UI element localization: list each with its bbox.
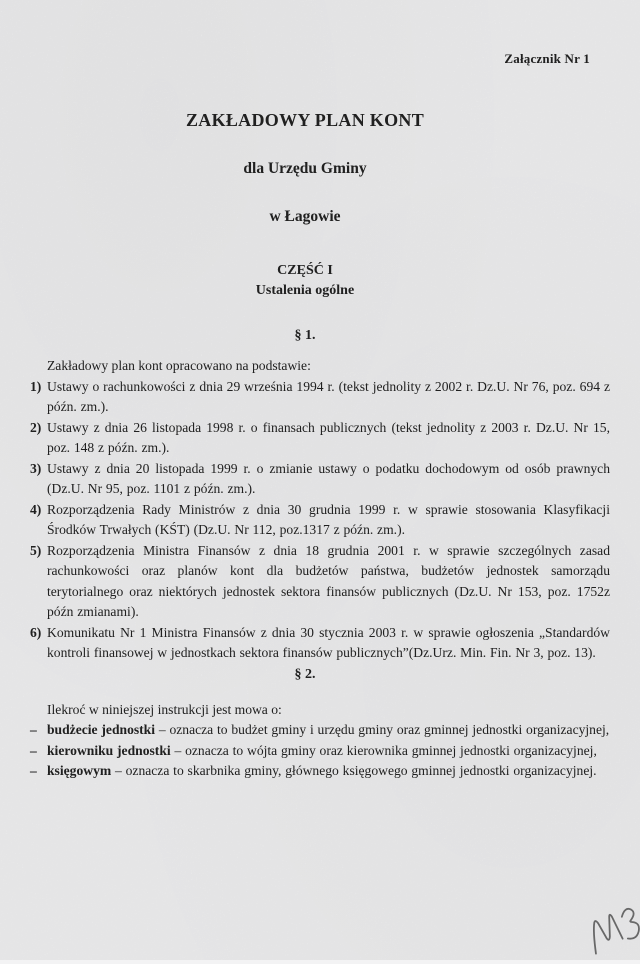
definition-body bbox=[47, 720, 610, 741]
document-subtitle-unit: dla Urzędu Gminy bbox=[243, 160, 367, 177]
section-2-heading: § 2. bbox=[294, 666, 316, 682]
dash-marker: – bbox=[30, 742, 37, 758]
item-text: Komunikatu Nr 1 Ministra Finansów z dnia 30 stycznia 2003 r. w sprawie ogłoszenia „Standardów kontroli finansowej w jednostkach sektora finansów publicznych”(Dz.Urz. Min. Fin. Nr 3, poz. 13). bbox=[47, 624, 610, 660]
definition-term: kierowniku jednostki bbox=[47, 742, 171, 758]
item-marker: 3) bbox=[30, 460, 42, 476]
definition-body bbox=[47, 761, 610, 782]
legal-basis-item bbox=[30, 377, 610, 418]
item-marker: 5) bbox=[30, 542, 42, 558]
part-heading: CZĘŚĆ I bbox=[277, 263, 333, 278]
item-marker: 1) bbox=[30, 378, 42, 394]
definition-item bbox=[30, 720, 610, 741]
attachment-label: Załącznik Nr 1 bbox=[504, 51, 590, 66]
section-1-heading: § 1. bbox=[294, 328, 316, 343]
definition-body bbox=[47, 741, 610, 762]
definition-item bbox=[30, 761, 610, 782]
definition-term: budżecie jednostki bbox=[47, 722, 156, 737]
legal-basis-item bbox=[30, 459, 610, 500]
dash-marker: – bbox=[30, 722, 37, 737]
item-marker: 2) bbox=[30, 419, 42, 435]
section-2-intro: Ilekroć w niniejszej instrukcji jest mowa o: bbox=[47, 701, 282, 717]
item-marker: 4) bbox=[30, 501, 42, 517]
legal-basis-item bbox=[30, 500, 610, 541]
definition-term: księgowym bbox=[47, 763, 112, 778]
definition-item bbox=[30, 741, 610, 762]
legal-basis-item bbox=[30, 541, 610, 623]
legal-basis-list bbox=[30, 377, 610, 664]
part-subheading: Ustalenia ogólne bbox=[255, 283, 355, 298]
legal-basis-item bbox=[30, 623, 610, 664]
legal-basis-item bbox=[30, 418, 610, 459]
definition-text: – oznacza to wójta gminy oraz kierownika gminnej jednostki organizacyjnej, bbox=[174, 742, 597, 758]
definitions-list bbox=[30, 720, 610, 782]
definition-text: – oznacza to budżet gminy i urzędu gminy oraz gminnej jednostki organizacyjnej, bbox=[158, 722, 610, 737]
part-heading-block bbox=[30, 261, 580, 301]
dash-marker: – bbox=[30, 763, 37, 778]
item-text: Rozporządzenia Ministra Finansów z dnia 18 grudnia 2001 r. w sprawie szczególnych zasad rachunkowości oraz planów kont dla budżetów państwa, budżetów jednostek samorządu terytorialnego oraz niektórych jednostek sektora finansów publicznych (Dz.U. Nr 153, poz. 1752z późn zmianami). bbox=[47, 542, 610, 619]
item-text: Ustawy o rachunkowości z dnia 29 września 1994 r. (tekst jednolity z 2002 r. Dz.U. Nr 76, poz. 694 z późn. zm.). bbox=[47, 378, 610, 414]
item-text: Ustawy z dnia 20 listopada 1999 r. o zmianie ustawy o podatku dochodowym od osób prawnych (Dz.U. Nr 95, poz. 1101 z późn. zm.). bbox=[47, 460, 610, 496]
section-1-intro: Zakładowy plan kont opracowano na podstawie: bbox=[47, 358, 311, 373]
definition-text: – oznacza to skarbnika gminy, głównego księgowego gminnej jednostki organizacyjnej. bbox=[115, 763, 597, 778]
item-text: Ustawy z dnia 26 listopada 1998 r. o finansach publicznych (tekst jednolity z 2003 r. Dz.U. Nr 15, poz. 148 z późn. zm.). bbox=[47, 419, 610, 455]
item-marker: 6) bbox=[30, 624, 42, 640]
handwritten-mark bbox=[580, 898, 640, 964]
document-title: ZAKŁADOWY PLAN KONT bbox=[185, 110, 425, 130]
document-subtitle-location: w Łagowie bbox=[269, 208, 341, 225]
item-text: Rozporządzenia Rady Ministrów z dnia 30 grudnia 1999 r. w sprawie stosowania Klasyfikacji Środków Trwałych (KŚT) (Dz.U. Nr 112, poz.1317 z późn. zm.). bbox=[47, 501, 610, 537]
